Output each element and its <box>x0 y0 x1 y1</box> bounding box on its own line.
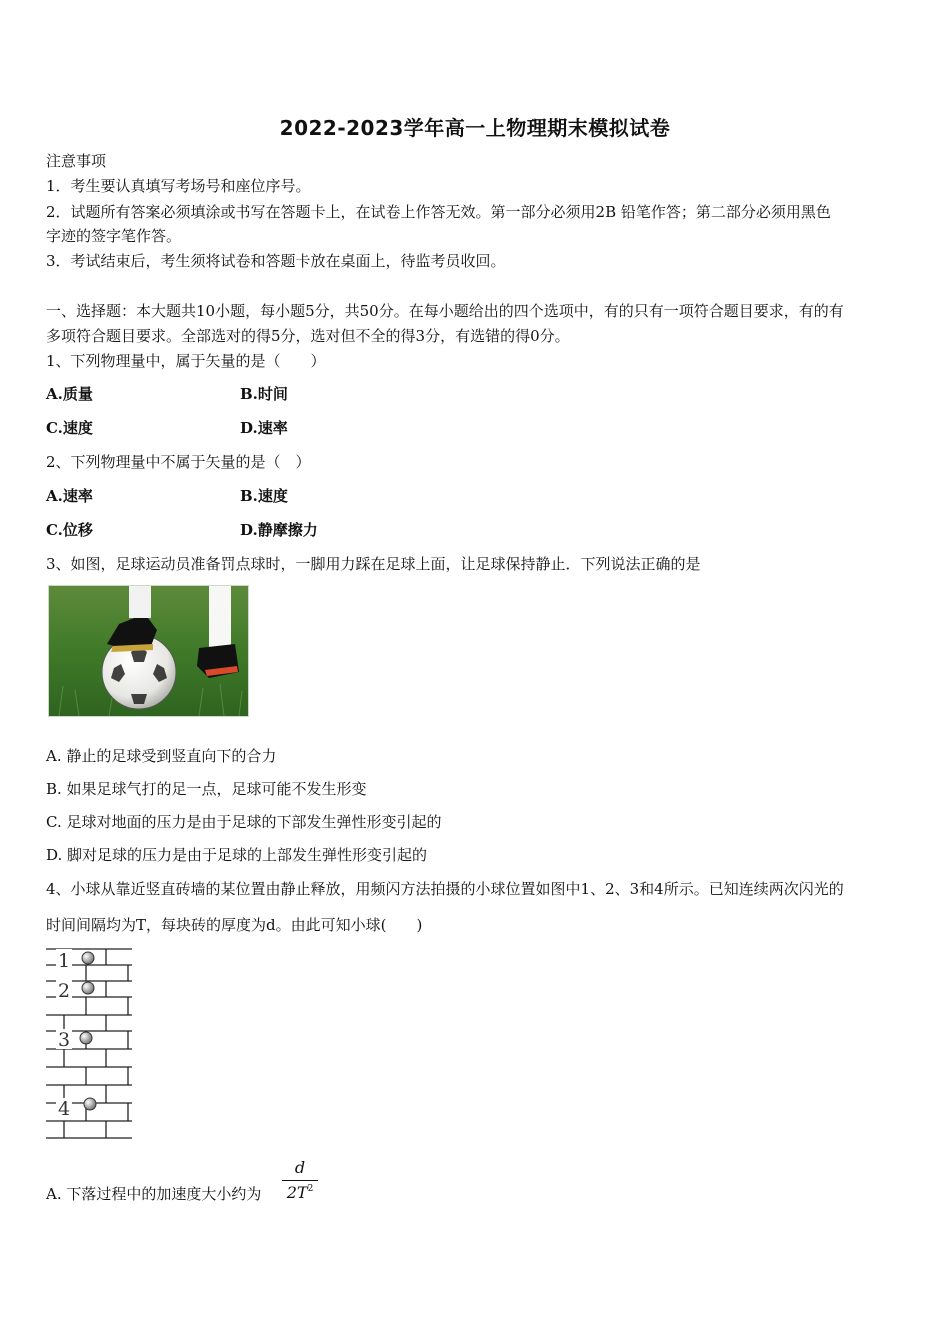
q2-option-d: D.静摩擦力 <box>240 521 318 539</box>
q3-option-b: B. 如果足球气打的足一点，足球可能不发生形变 <box>46 780 367 798</box>
q3-option-a: A. 静止的足球受到竖直向下的合力 <box>46 747 277 765</box>
q1-option-a: A.质量 <box>46 385 93 403</box>
figure-label-4: 4 <box>58 1098 71 1120</box>
q3-option-c: C. 足球对地面的压力是由于足球的下部发生弹性形变引起的 <box>46 813 442 831</box>
fraction-bar <box>282 1180 318 1181</box>
q2-stem: 2、下列物理量中不属于矢量的是（ ） <box>46 453 311 471</box>
ball-position-1 <box>82 952 94 964</box>
figure-label-3: 3 <box>58 1029 71 1051</box>
q2-option-c: C.位移 <box>46 521 93 539</box>
q4-option-a-text: A. 下落过程中的加速度大小约为 <box>46 1185 262 1203</box>
fraction-denominator <box>282 1183 318 1203</box>
fraction-exponent: 2 <box>307 1184 314 1194</box>
notice-item-2-cont: 字迹的签字笔作答。 <box>46 227 182 245</box>
q4-stem-line-2: 时间间隔均为T，每块砖的厚度为d。由此可知小球( ) <box>46 916 423 934</box>
q1-option-c: C.速度 <box>46 419 93 437</box>
q1-option-b: B.时间 <box>240 385 288 403</box>
q3-option-d: D. 脚对足球的压力是由于足球的上部发生弹性形变引起的 <box>46 846 428 864</box>
brick-wall-graphic <box>44 945 134 1140</box>
fraction-numerator: d <box>294 1158 306 1177</box>
q4-option-a-fraction <box>282 1158 318 1203</box>
ball-position-3 <box>80 1032 92 1044</box>
ball-position-4 <box>84 1098 96 1110</box>
figure-label-1: 1 <box>58 950 71 972</box>
section-instructions-line-1: 一、选择题：本大题共10小题，每小题5分，共50分。在每小题给出的四个选项中，有的只有一项符合题目要求，有的有 <box>46 302 844 320</box>
q1-option-d: D.速率 <box>240 419 288 437</box>
notice-item-1: 1．考生要认真填写考场号和座位序号。 <box>46 177 311 195</box>
section-instructions-line-2: 多项符合题目要求。全部选对的得5分，选对但不全的得3分，有选错的得0分。 <box>46 327 570 345</box>
q3-stem: 3、如图，足球运动员准备罚点球时，一脚用力踩在足球上面，让足球保持静止．下列说法正确的是 <box>46 555 701 573</box>
notice-item-2: 2．试题所有答案必须填涂或书写在答题卡上，在试卷上作答无效。第一部分必须用2B 铅笔作答；第二部分必须用黑色 <box>46 203 831 221</box>
q2-option-a: A.速率 <box>46 487 93 505</box>
q4-stem-line-1: 4、小球从靠近竖直砖墙的某位置由静止释放，用频闪方法拍摄的小球位置如图中1、2、3和4所示。已知连续两次闪光的 <box>46 880 844 898</box>
figure-label-2: 2 <box>58 980 71 1002</box>
fraction-denominator-base: 2T <box>286 1183 308 1202</box>
page-title: 2022-2023学年高一上物理期末模拟试卷 <box>279 116 671 140</box>
notice-heading: 注意事项 <box>46 152 107 170</box>
brick-wall-figure <box>44 945 134 1140</box>
football-photo <box>48 585 249 717</box>
ball-position-2 <box>82 982 94 994</box>
q1-stem: 1、下列物理量中，属于矢量的是（ ） <box>46 352 326 370</box>
q2-option-b: B.速度 <box>240 487 288 505</box>
football-photo-graphic <box>49 586 248 716</box>
notice-item-3: 3．考试结束后，考生须将试卷和答题卡放在桌面上，待监考员收回。 <box>46 252 506 270</box>
